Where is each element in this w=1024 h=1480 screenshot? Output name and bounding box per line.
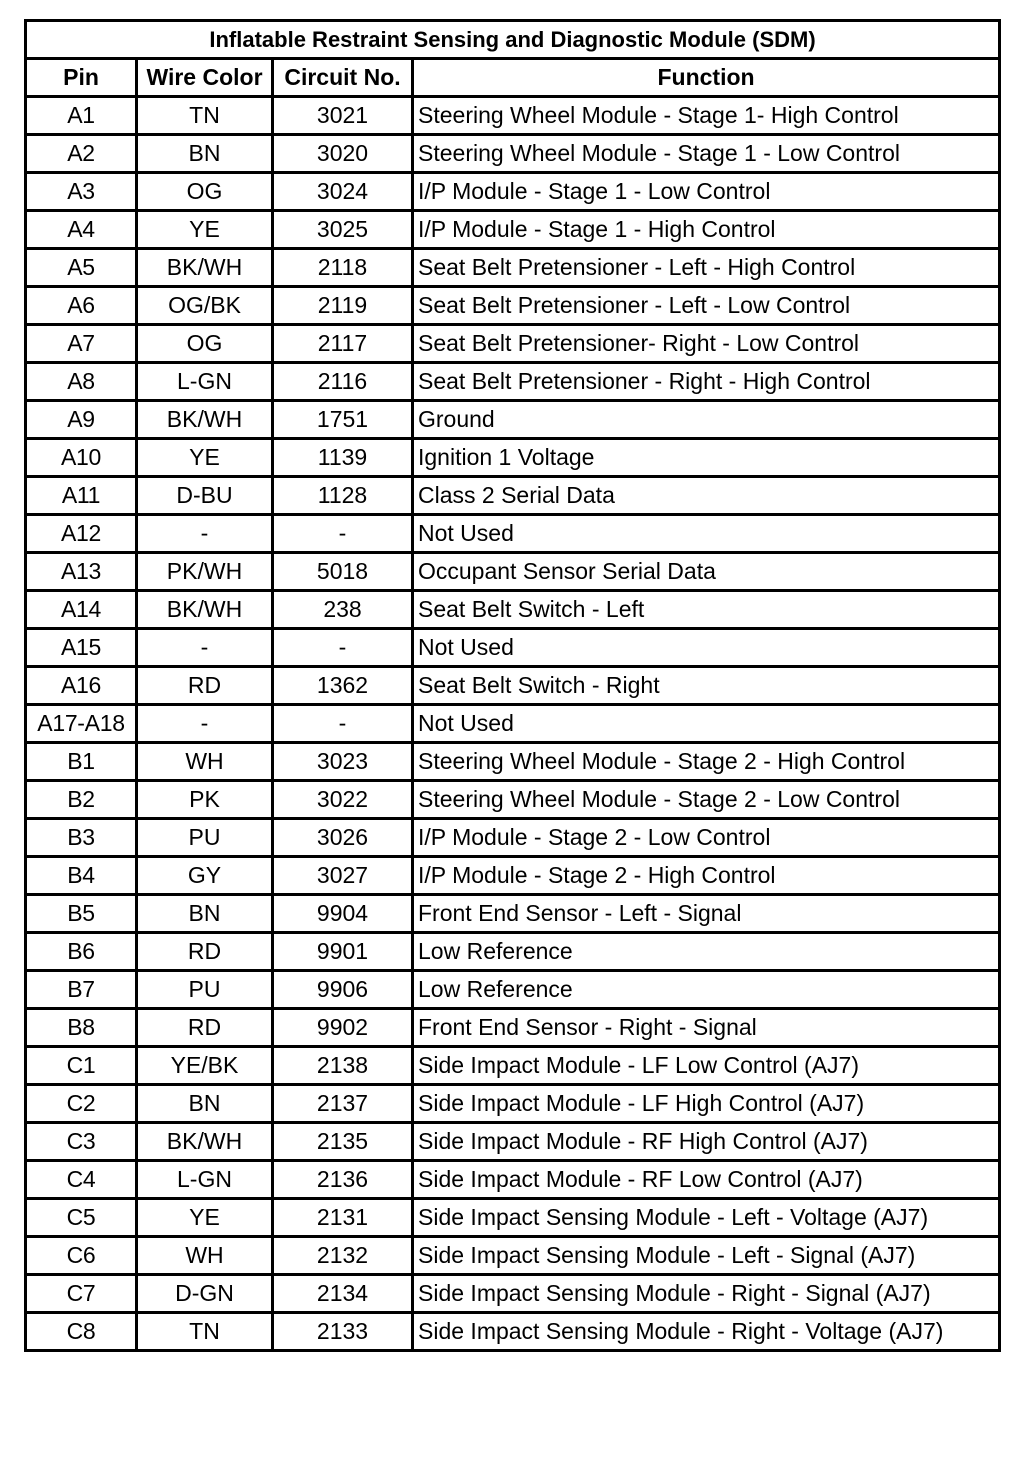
circuit-cell: 2118: [273, 249, 413, 287]
pin-cell: A12: [26, 515, 137, 553]
wire-color-cell: BK/WH: [137, 401, 273, 439]
circuit-cell: 2131: [273, 1199, 413, 1237]
table-row: [26, 781, 1000, 819]
table-row: [26, 477, 1000, 515]
wire-color-cell: RD: [137, 667, 273, 705]
table-row: [26, 249, 1000, 287]
circuit-cell: 2136: [273, 1161, 413, 1199]
pin-cell: A13: [26, 553, 137, 591]
wire-color-cell: OG: [137, 173, 273, 211]
circuit-cell: 9904: [273, 895, 413, 933]
wire-color-cell: -: [137, 705, 273, 743]
function-cell: Ignition 1 Voltage: [413, 439, 1000, 477]
table-row: [26, 591, 1000, 629]
function-cell: Seat Belt Pretensioner - Right - High Control: [413, 363, 1000, 401]
wire-color-cell: BN: [137, 895, 273, 933]
pin-cell: A10: [26, 439, 137, 477]
function-cell: Seat Belt Switch - Right: [413, 667, 1000, 705]
pin-cell: A7: [26, 325, 137, 363]
function-cell: Occupant Sensor Serial Data: [413, 553, 1000, 591]
table-row: [26, 895, 1000, 933]
header-row: [26, 59, 1000, 97]
circuit-cell: 3020: [273, 135, 413, 173]
function-cell: Side Impact Sensing Module - Right - Voltage (AJ7): [413, 1313, 1000, 1351]
wire-color-cell: YE: [137, 1199, 273, 1237]
table-row: [26, 439, 1000, 477]
pin-cell: A17-A18: [26, 705, 137, 743]
wire-color-cell: D-GN: [137, 1275, 273, 1313]
function-cell: Side Impact Sensing Module - Left - Voltage (AJ7): [413, 1199, 1000, 1237]
wire-color-cell: -: [137, 515, 273, 553]
function-cell: Side Impact Module - RF High Control (AJ7): [413, 1123, 1000, 1161]
table-row: [26, 325, 1000, 363]
table-row: [26, 971, 1000, 1009]
function-cell: Seat Belt Pretensioner - Left - High Control: [413, 249, 1000, 287]
pin-cell: A15: [26, 629, 137, 667]
circuit-cell: 3026: [273, 819, 413, 857]
wire-color-cell: L-GN: [137, 1161, 273, 1199]
wire-color-cell: PU: [137, 971, 273, 1009]
function-cell: Side Impact Module - RF Low Control (AJ7): [413, 1161, 1000, 1199]
pin-cell: A5: [26, 249, 137, 287]
function-cell: I/P Module - Stage 1 - High Control: [413, 211, 1000, 249]
table-row: [26, 553, 1000, 591]
pin-cell: B7: [26, 971, 137, 1009]
circuit-cell: 2132: [273, 1237, 413, 1275]
function-cell: Low Reference: [413, 933, 1000, 971]
pin-cell: A11: [26, 477, 137, 515]
circuit-cell: 3025: [273, 211, 413, 249]
function-cell: Class 2 Serial Data: [413, 477, 1000, 515]
pin-cell: A14: [26, 591, 137, 629]
circuit-cell: 2119: [273, 287, 413, 325]
function-cell: I/P Module - Stage 2 - Low Control: [413, 819, 1000, 857]
sdm-connector-table: [24, 19, 1001, 1352]
table-row: [26, 1009, 1000, 1047]
function-cell: Side Impact Sensing Module - Left - Signal (AJ7): [413, 1237, 1000, 1275]
wire-color-cell: YE/BK: [137, 1047, 273, 1085]
header-wire-color: Wire Color: [137, 59, 273, 97]
pin-cell: C6: [26, 1237, 137, 1275]
table-row: [26, 363, 1000, 401]
table-row: [26, 1047, 1000, 1085]
table-row: [26, 933, 1000, 971]
table-row: [26, 743, 1000, 781]
pin-cell: C4: [26, 1161, 137, 1199]
pin-cell: B1: [26, 743, 137, 781]
table-row: [26, 515, 1000, 553]
circuit-cell: 3022: [273, 781, 413, 819]
header-pin: Pin: [26, 59, 137, 97]
circuit-cell: 5018: [273, 553, 413, 591]
table-row: [26, 1161, 1000, 1199]
table-row: [26, 819, 1000, 857]
pin-cell: C3: [26, 1123, 137, 1161]
function-cell: Side Impact Sensing Module - Right - Signal (AJ7): [413, 1275, 1000, 1313]
circuit-cell: 9906: [273, 971, 413, 1009]
wire-color-cell: BN: [137, 135, 273, 173]
pin-cell: B3: [26, 819, 137, 857]
wire-color-cell: WH: [137, 743, 273, 781]
wire-color-cell: BK/WH: [137, 1123, 273, 1161]
circuit-cell: 2134: [273, 1275, 413, 1313]
circuit-cell: -: [273, 515, 413, 553]
circuit-cell: -: [273, 705, 413, 743]
function-cell: I/P Module - Stage 1 - Low Control: [413, 173, 1000, 211]
pin-cell: A2: [26, 135, 137, 173]
table-row: [26, 705, 1000, 743]
header-function: Function: [413, 59, 1000, 97]
table-row: [26, 857, 1000, 895]
wire-color-cell: OG/BK: [137, 287, 273, 325]
table-row: [26, 667, 1000, 705]
function-cell: Low Reference: [413, 971, 1000, 1009]
wire-color-cell: YE: [137, 211, 273, 249]
wire-color-cell: -: [137, 629, 273, 667]
pin-cell: A9: [26, 401, 137, 439]
wire-color-cell: GY: [137, 857, 273, 895]
circuit-cell: 2133: [273, 1313, 413, 1351]
wire-color-cell: L-GN: [137, 363, 273, 401]
function-cell: Not Used: [413, 515, 1000, 553]
function-cell: Front End Sensor - Right - Signal: [413, 1009, 1000, 1047]
function-cell: Steering Wheel Module - Stage 2 - Low Control: [413, 781, 1000, 819]
table-row: [26, 135, 1000, 173]
circuit-cell: 3024: [273, 173, 413, 211]
table-row: [26, 1123, 1000, 1161]
wire-color-cell: TN: [137, 1313, 273, 1351]
pin-cell: C8: [26, 1313, 137, 1351]
pin-cell: A4: [26, 211, 137, 249]
table-row: [26, 1085, 1000, 1123]
table-title: Inflatable Restraint Sensing and Diagnostic Module (SDM): [26, 21, 1000, 59]
table-row: [26, 287, 1000, 325]
circuit-cell: 1139: [273, 439, 413, 477]
circuit-cell: 3023: [273, 743, 413, 781]
circuit-cell: 3027: [273, 857, 413, 895]
function-cell: Seat Belt Pretensioner- Right - Low Control: [413, 325, 1000, 363]
wire-color-cell: D-BU: [137, 477, 273, 515]
function-cell: Side Impact Module - LF Low Control (AJ7): [413, 1047, 1000, 1085]
pin-cell: B4: [26, 857, 137, 895]
function-cell: Seat Belt Pretensioner - Left - Low Control: [413, 287, 1000, 325]
pin-cell: B5: [26, 895, 137, 933]
function-cell: Steering Wheel Module - Stage 1 - Low Control: [413, 135, 1000, 173]
pin-cell: B6: [26, 933, 137, 971]
function-cell: Steering Wheel Module - Stage 2 - High Control: [413, 743, 1000, 781]
table-row: [26, 1275, 1000, 1313]
wire-color-cell: PK/WH: [137, 553, 273, 591]
pin-cell: C1: [26, 1047, 137, 1085]
circuit-cell: 2117: [273, 325, 413, 363]
circuit-cell: 1751: [273, 401, 413, 439]
wire-color-cell: BK/WH: [137, 249, 273, 287]
wire-color-cell: RD: [137, 933, 273, 971]
function-cell: Ground: [413, 401, 1000, 439]
circuit-cell: 1128: [273, 477, 413, 515]
circuit-cell: 9901: [273, 933, 413, 971]
wire-color-cell: TN: [137, 97, 273, 135]
table-row: [26, 629, 1000, 667]
table-row: [26, 1199, 1000, 1237]
wire-color-cell: BN: [137, 1085, 273, 1123]
header-circuit-no: Circuit No.: [273, 59, 413, 97]
circuit-cell: 2137: [273, 1085, 413, 1123]
pin-cell: B2: [26, 781, 137, 819]
circuit-cell: 9902: [273, 1009, 413, 1047]
table-row: [26, 211, 1000, 249]
wire-color-cell: OG: [137, 325, 273, 363]
function-cell: Steering Wheel Module - Stage 1- High Control: [413, 97, 1000, 135]
pin-cell: C5: [26, 1199, 137, 1237]
pin-cell: A16: [26, 667, 137, 705]
pin-cell: A3: [26, 173, 137, 211]
table-body: [26, 97, 1000, 1351]
circuit-cell: 238: [273, 591, 413, 629]
circuit-cell: 2116: [273, 363, 413, 401]
function-cell: Seat Belt Switch - Left: [413, 591, 1000, 629]
pin-cell: A1: [26, 97, 137, 135]
function-cell: Not Used: [413, 629, 1000, 667]
circuit-cell: 2135: [273, 1123, 413, 1161]
pin-cell: B8: [26, 1009, 137, 1047]
wire-color-cell: PK: [137, 781, 273, 819]
pin-cell: A6: [26, 287, 137, 325]
wire-color-cell: WH: [137, 1237, 273, 1275]
circuit-cell: 3021: [273, 97, 413, 135]
wire-color-cell: PU: [137, 819, 273, 857]
circuit-cell: 1362: [273, 667, 413, 705]
wire-color-cell: BK/WH: [137, 591, 273, 629]
wire-color-cell: YE: [137, 439, 273, 477]
pin-cell: C7: [26, 1275, 137, 1313]
table-row: [26, 173, 1000, 211]
pin-cell: A8: [26, 363, 137, 401]
circuit-cell: -: [273, 629, 413, 667]
table-row: [26, 1313, 1000, 1351]
function-cell: I/P Module - Stage 2 - High Control: [413, 857, 1000, 895]
table-row: [26, 1237, 1000, 1275]
pin-cell: C2: [26, 1085, 137, 1123]
function-cell: Not Used: [413, 705, 1000, 743]
function-cell: Front End Sensor - Left - Signal: [413, 895, 1000, 933]
circuit-cell: 2138: [273, 1047, 413, 1085]
table-row: [26, 97, 1000, 135]
function-cell: Side Impact Module - LF High Control (AJ7): [413, 1085, 1000, 1123]
table-row: [26, 401, 1000, 439]
table-title-row: [26, 21, 1000, 59]
wire-color-cell: RD: [137, 1009, 273, 1047]
